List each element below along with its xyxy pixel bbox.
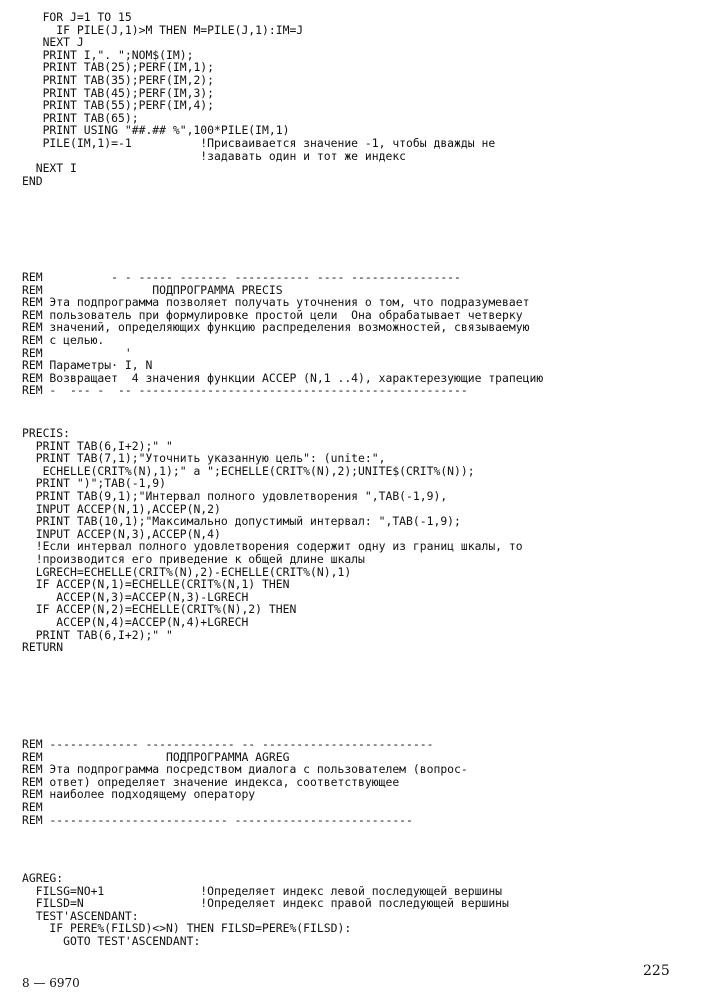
code-line: REM Эта подпрограмма посредством диалога с пользователем (вопрос-: [22, 762, 468, 777]
code-line: ECHELLE(CRIT%(N),1);" а ";ECHELLE(CRIT%(N),2);UNITE$(CRIT%(N));: [22, 463, 475, 478]
code-line: PRINT TAB(9,1);"Интервал полного удовлетворения ",TAB(-1,9),: [22, 488, 448, 503]
code-line: PRINT USING "##.## %",100*PILE(IM,1): [22, 123, 290, 138]
code-line: RETURN: [22, 640, 64, 655]
code-line: PRINT ")";TAB(-1,9): [22, 476, 167, 491]
code-line: REM ------------- ------------- -- -------------------------: [22, 737, 434, 751]
code-line: PILE(IM,1)=-1 !Присваивается значение -1, чтобы дважды не: [22, 135, 496, 150]
code-line: NEXT J: [22, 35, 84, 50]
code-line: INPUT ACCEP(N,1),ACCEP(N,2): [22, 501, 221, 516]
code-line: REM - --- - -- ------------------------------------------------: [22, 383, 468, 398]
code-line: AGREG:: [22, 871, 64, 885]
code-line: PRINT TAB(65);: [22, 110, 139, 125]
code-line: REM Параметры· I, N: [22, 358, 153, 373]
code-line: REM ПОДПРОГРАММА AGREG: [22, 749, 290, 764]
code-line: REM ответ) определяет значение индекса, соответствующее: [22, 774, 400, 789]
code-block-rem-precis: [22, 271, 543, 397]
code-line: LGRECH=ECHELLE(CRIT%(N),2)-ECHELLE(CRIT%(N),1): [22, 564, 352, 579]
code-line: !производится его приведение к общей длине шкалы: [22, 551, 365, 566]
code-line: IF ACCEP(N,1)=ECHELLE(CRIT%(N,1) THEN: [22, 577, 290, 592]
code-line: REM Возвращает 4 значения функции ACCEP (N,1 ..4), характерезующие трапецию: [22, 370, 544, 385]
code-line: !задавать один и тот же индекс: [22, 148, 407, 163]
code-line: PRINT I,". ";NOM$(IM);: [22, 47, 194, 62]
code-line: PRINT TAB(45);PERF(IM,3);: [22, 85, 215, 100]
code-line: END: [22, 173, 43, 188]
code-line: REM с целью.: [22, 332, 105, 347]
code-line: REM значений, определяющих функцию распределения возможностей, связываемую: [22, 320, 530, 335]
code-line: PRINT TAB(7,1);"Уточнить указанную цель": (unite:",: [22, 451, 386, 466]
code-line: !Если интервал полного удовлетворения содержит одну из границ шкалы, то: [22, 539, 523, 554]
code-block-agreg: [22, 872, 509, 948]
code-line: REM ': [22, 345, 132, 360]
code-line: ACCEP(N,4)=ACCEP(N,4)+LGRECH: [22, 614, 249, 629]
code-line: PRINT TAB(6,I+2);" ": [22, 438, 173, 453]
code-line: NEXT I: [22, 161, 77, 176]
code-line: REM ПОДПРОГРАММА PRECIS: [22, 282, 283, 297]
code-line: TEST'ASCENDANT:: [22, 908, 139, 923]
code-line: PRINT TAB(10,1);"Максимально допустимый интервал: ",TAB(-1,9);: [22, 514, 461, 529]
code-line: PRINT TAB(25);PERF(IM,1);: [22, 60, 215, 75]
code-line: PRINT TAB(35);PERF(IM,2);: [22, 72, 215, 87]
code-line: REM Эта подпрограмма позволяет получать уточнения о том, что подразумевает: [22, 295, 530, 310]
code-line: INPUT ACCEP(N,3),ACCEP(N,4): [22, 526, 221, 541]
code-line: REM -------------------------- --------------------------: [22, 812, 413, 827]
code-line: FOR J=1 TO 15: [22, 10, 132, 24]
code-line: ACCEP(N,3)=ACCEP(N,3)-LGRECH: [22, 589, 249, 604]
code-line: REM - - ----- ------- ----------- ---- ----------------: [22, 270, 461, 284]
code-line: FILSG=NO+1 !Определяет индекс левой последующей вершины: [22, 883, 503, 898]
code-line: PRECIS:: [22, 426, 71, 440]
code-line: REM пользователь при формулировке простой цели Она обрабатывает четверку: [22, 307, 523, 322]
code-block-rem-agreg: [22, 738, 468, 826]
code-line: PRINT TAB(55);PERF(IM,4);: [22, 98, 215, 113]
code-line: GOTO TEST'ASCENDANT:: [22, 933, 201, 948]
code-line: IF PILE(J,1)>M THEN M=PILE(J,1):IM=J: [22, 22, 304, 37]
printer-signature: 8 — 6970: [22, 976, 80, 990]
code-block-precis: [22, 427, 523, 654]
code-line: FILSD=N !Определяет индекс правой последующей вершины: [22, 896, 509, 911]
code-line: PRINT TAB(6,I+2);" ": [22, 627, 173, 642]
code-line: IF ACCEP(N,2)=ECHELLE(CRIT%(N),2) THEN: [22, 602, 297, 617]
code-line: REM: [22, 799, 43, 814]
page-number: 225: [643, 963, 670, 979]
code-line: REM наиболее подходящему оператору: [22, 787, 256, 802]
code-block-print-results: [22, 11, 495, 187]
code-line: IF PERE%(FILSD)<>N) THEN FILSD=PERE%(FILSD):: [22, 921, 352, 936]
